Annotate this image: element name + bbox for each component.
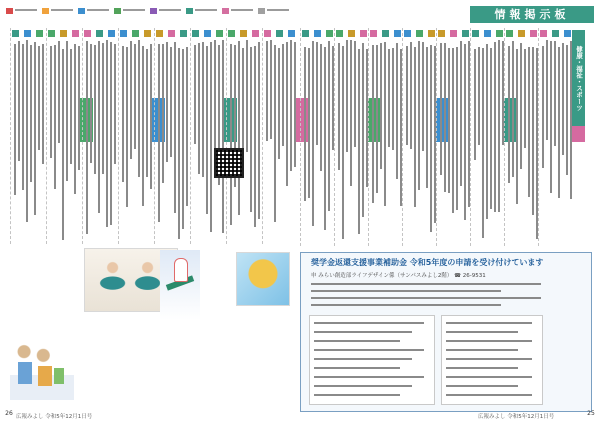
text-line (66, 41, 68, 181)
text-line (50, 46, 52, 158)
legend-swatch (42, 8, 49, 14)
text-line (558, 47, 560, 198)
text-line (182, 49, 184, 229)
text-line (456, 47, 458, 210)
notice-text-line (446, 385, 518, 387)
text-line (376, 45, 378, 193)
text-line (516, 49, 518, 204)
category-chip (552, 30, 559, 37)
text-column (300, 28, 301, 246)
masthead-title: 情報掲示板 (470, 6, 594, 23)
text-line (528, 47, 530, 197)
event-poster-image (236, 252, 290, 306)
text-line (170, 47, 172, 157)
text-line (110, 42, 112, 225)
category-chip (518, 30, 525, 37)
text-column (538, 28, 539, 246)
text-line (142, 46, 144, 206)
text-line (440, 43, 442, 175)
section-band-health (572, 30, 585, 126)
text-line (138, 40, 140, 177)
legend-text-line (159, 9, 181, 11)
text-line (524, 49, 526, 148)
text-line (54, 45, 56, 189)
text-line (482, 48, 484, 238)
category-chip (60, 30, 67, 37)
notice-text-line (446, 340, 532, 342)
category-chip (24, 30, 31, 37)
category-chip (72, 30, 79, 37)
text-line (328, 41, 330, 211)
category-chip (240, 30, 247, 37)
category-chip (348, 30, 355, 37)
text-line (70, 49, 72, 164)
text-line (520, 43, 522, 169)
text-line (106, 40, 108, 227)
text-line (90, 44, 92, 163)
text-line (270, 40, 272, 139)
color-legend (6, 4, 306, 20)
category-chip (84, 30, 91, 37)
text-line (316, 42, 318, 145)
category-chip (180, 30, 187, 37)
category-chip (336, 30, 343, 37)
text-line (282, 44, 284, 146)
text-line (74, 44, 76, 194)
text-line (414, 47, 416, 207)
text-column (154, 28, 155, 244)
text-line (290, 40, 292, 171)
text-line (14, 44, 16, 195)
text-line (460, 41, 462, 186)
category-chip (192, 30, 199, 37)
legend-text-line (15, 9, 37, 11)
legend-text-line (195, 9, 217, 11)
text-line (274, 45, 276, 222)
text-line (486, 44, 488, 219)
notice-text-line (446, 349, 518, 351)
notice-text-line (314, 331, 412, 333)
text-line (206, 46, 208, 214)
text-column (82, 28, 83, 244)
notice-text-line (311, 283, 541, 285)
text-line (532, 47, 534, 215)
category-chip (540, 30, 547, 37)
text-line (320, 44, 322, 171)
qr-code (214, 148, 244, 178)
text-line (380, 43, 382, 169)
text-line (406, 46, 408, 145)
text-column (504, 28, 505, 246)
notice-text-line (446, 367, 518, 369)
legend-swatch (114, 8, 121, 14)
category-chip (228, 30, 235, 37)
text-line (22, 44, 24, 190)
text-line (478, 47, 480, 145)
category-chip (120, 30, 127, 37)
text-line (194, 45, 196, 144)
text-line (38, 46, 40, 150)
category-chip (438, 30, 445, 37)
text-line (396, 43, 398, 179)
text-line (166, 42, 168, 162)
page-number-right: 25 (587, 410, 595, 417)
category-chip (132, 30, 139, 37)
text-column (190, 28, 191, 244)
text-line (418, 41, 420, 190)
notice-text-line (446, 331, 518, 333)
text-column (46, 28, 47, 244)
legend-text-line (267, 9, 289, 11)
text-column (334, 28, 335, 246)
legend-swatch (6, 8, 13, 14)
text-line (238, 41, 240, 215)
text-line (422, 42, 424, 151)
category-chip (252, 30, 259, 37)
notice-title: 奨学金返還支援事業補助金 令和5年度の申請を受け付けています (311, 258, 544, 267)
text-line (186, 47, 188, 206)
text-line (542, 46, 544, 168)
notice-text-line (314, 385, 412, 387)
text-line (372, 45, 374, 203)
text-line (178, 48, 180, 239)
category-chip (302, 30, 309, 37)
category-chip (314, 30, 321, 37)
text-line (42, 44, 44, 164)
category-chip (108, 30, 115, 37)
notice-text-line (446, 358, 532, 360)
text-line (304, 47, 306, 201)
text-line (324, 47, 326, 230)
text-line (566, 45, 568, 175)
category-chip (472, 30, 479, 37)
notice-text-line (311, 297, 541, 299)
text-line (122, 46, 124, 182)
notice-contact: 申 みらい創造部ライフデザイン係（サンパスみよし2階） ☎ 26-9531 (311, 273, 486, 279)
text-line (452, 48, 454, 213)
category-chip (370, 30, 377, 37)
category-chip (204, 30, 211, 37)
notice-text-line (314, 367, 400, 369)
text-line (546, 40, 548, 140)
text-line (512, 41, 514, 177)
text-line (114, 44, 116, 164)
text-line (254, 46, 256, 227)
notice-text-line (314, 349, 424, 351)
text-line (426, 47, 428, 188)
text-line (146, 49, 148, 177)
legend-swatch (186, 8, 193, 14)
text-line (464, 44, 466, 220)
category-chip (404, 30, 411, 37)
text-line (94, 45, 96, 174)
text-line (158, 44, 160, 222)
text-line (266, 41, 268, 141)
category-chip (360, 30, 367, 37)
category-chip (156, 30, 163, 37)
legend-swatch (222, 8, 229, 14)
text-line (134, 44, 136, 149)
text-line (550, 41, 552, 193)
text-line (130, 41, 132, 159)
text-line (210, 42, 212, 232)
category-chip (216, 30, 223, 37)
text-line (34, 42, 36, 215)
text-line (98, 41, 100, 213)
category-chip (564, 30, 571, 37)
category-chip (506, 30, 513, 37)
text-line (430, 45, 432, 232)
notice-text-line (314, 376, 424, 378)
text-line (162, 44, 164, 183)
category-chip (12, 30, 19, 37)
text-line (392, 48, 394, 150)
eligible-persons-box (441, 315, 543, 405)
text-line (358, 49, 360, 234)
notice-text-line (446, 376, 532, 378)
text-line (444, 43, 446, 192)
notice-text-line (311, 290, 501, 292)
text-line (384, 42, 386, 206)
legend-text-line (87, 9, 109, 11)
category-chip (288, 30, 295, 37)
text-line (62, 49, 64, 240)
category-chip (394, 30, 401, 37)
category-chip (276, 30, 283, 37)
notice-text-line (446, 394, 532, 396)
footer-left: 広報みよし 令和5年12月1日号 (16, 414, 93, 420)
text-line (508, 46, 510, 183)
text-line (388, 49, 390, 147)
legend-text-line (123, 9, 145, 11)
text-line (198, 43, 200, 174)
text-line (308, 48, 310, 198)
text-line (18, 41, 20, 161)
text-line (246, 40, 248, 152)
text-column (368, 28, 369, 246)
category-chip (416, 30, 423, 37)
notice-text-line (314, 394, 400, 396)
category-chip (496, 30, 503, 37)
text-line (26, 40, 28, 222)
ski-family-illustration (10, 338, 74, 400)
text-column (118, 28, 119, 244)
text-column (402, 28, 403, 246)
scholarship-notice (300, 252, 592, 412)
text-line (494, 42, 496, 212)
category-chip (48, 30, 55, 37)
category-chip (382, 30, 389, 37)
text-line (342, 46, 344, 239)
category-chip (96, 30, 103, 37)
notice-text-line (446, 322, 532, 324)
notice-text-line (314, 322, 424, 324)
category-chip (530, 30, 537, 37)
page-number-left: 26 (5, 410, 13, 417)
text-column (10, 28, 11, 244)
legend-swatch (150, 8, 157, 14)
text-line (174, 42, 176, 213)
text-line (346, 40, 348, 152)
text-line (498, 40, 500, 212)
text-line (490, 48, 492, 209)
text-column (436, 28, 437, 246)
notice-text-line (314, 358, 412, 360)
text-line (554, 41, 556, 146)
category-chip (428, 30, 435, 37)
text-column (226, 28, 227, 244)
category-chip (168, 30, 175, 37)
category-chip (36, 30, 43, 37)
category-chip (144, 30, 151, 37)
text-line (250, 47, 252, 212)
text-line (286, 42, 288, 186)
text-line (258, 42, 260, 219)
text-line (202, 42, 204, 177)
footer-right: 広報みよし 令和5年12月1日号 (478, 414, 555, 420)
text-line (338, 43, 340, 170)
text-line (102, 43, 104, 174)
text-line (58, 41, 60, 143)
eligibility-box (309, 315, 435, 405)
text-line (562, 43, 564, 155)
notice-text-line (311, 304, 501, 306)
category-chip (264, 30, 271, 37)
text-line (354, 41, 356, 147)
legend-text-line (51, 9, 73, 11)
text-line (350, 40, 352, 186)
text-line (230, 44, 232, 225)
category-chip (326, 30, 333, 37)
text-line (278, 48, 280, 159)
text-line (312, 41, 314, 226)
category-chip (450, 30, 457, 37)
category-chip (462, 30, 469, 37)
legend-text-line (231, 9, 253, 11)
text-line (30, 45, 32, 182)
notice-text-line (314, 340, 400, 342)
text-line (448, 48, 450, 193)
snowboard-illustration (160, 250, 200, 320)
category-chip (484, 30, 491, 37)
text-column (470, 28, 471, 246)
text-line (474, 49, 476, 160)
legend-swatch (78, 8, 85, 14)
text-line (362, 43, 364, 217)
legend-swatch (258, 8, 265, 14)
text-column (262, 28, 263, 244)
text-line (126, 47, 128, 207)
text-line (86, 41, 88, 234)
text-line (410, 42, 412, 149)
section-band-label: 健康・福祉・スポーツ (575, 45, 583, 111)
